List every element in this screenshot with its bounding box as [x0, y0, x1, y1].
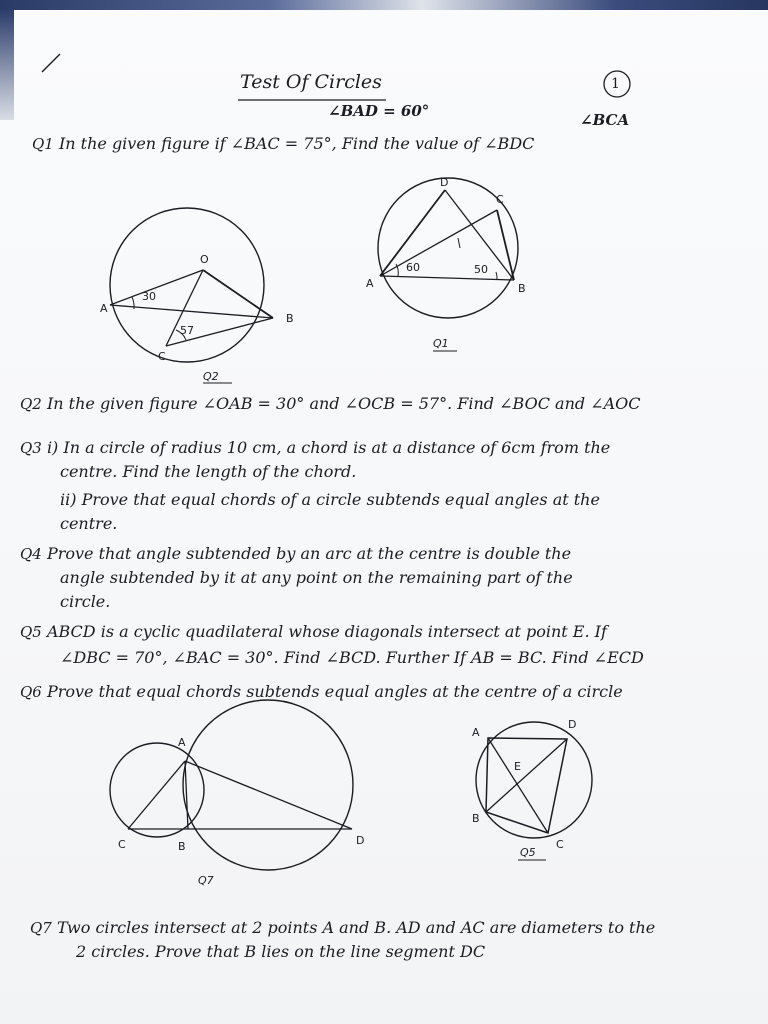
q2-label-b: B: [286, 312, 294, 325]
q7-number: Q7: [30, 919, 52, 937]
q2-caption: Q2: [203, 370, 219, 383]
q3-part1-line2: centre. Find the length of the chord.: [60, 462, 357, 481]
note-angle-bad: ∠BAD = 60°: [328, 102, 430, 120]
question-7: [30, 918, 655, 938]
q5-diagonal-ac: [488, 738, 548, 833]
q3-part1-line1: i) In a circle of radius 10 cm, a chord is at a distance of 6cm from the: [46, 438, 611, 457]
q7-line-ac: [128, 761, 185, 829]
q3-number: Q3: [20, 439, 42, 457]
q1-angle-50: 50: [474, 263, 488, 276]
q7-label-a: A: [178, 736, 186, 749]
q4-line3: circle.: [60, 592, 111, 611]
note-angle-bca: ∠BCA: [580, 111, 630, 129]
q1-line-ab: [380, 276, 514, 280]
question-6: [20, 682, 623, 702]
question-5: [20, 622, 607, 642]
question-2: [20, 394, 641, 414]
q6-number: Q6: [20, 683, 42, 701]
q5-caption: Q5: [520, 846, 536, 859]
q2-circle: [110, 208, 264, 362]
q5-label-b: B: [472, 812, 480, 825]
q3-part2-line2: centre.: [60, 514, 118, 533]
question-3: [20, 438, 610, 458]
q7-label-c: C: [118, 838, 126, 851]
figure-q1: [366, 176, 526, 351]
question-1: [32, 134, 534, 154]
q7-label-d: D: [356, 834, 365, 847]
q1-angle-60: 60: [406, 261, 420, 274]
q5-label-d: D: [568, 718, 577, 731]
q1-label-d: D: [440, 176, 449, 189]
q2-number: Q2: [20, 395, 42, 413]
q7-small-circle: [110, 743, 204, 837]
q2-text: In the given figure ∠OAB = 30° and ∠OCB = 57°. Find ∠BOC and ∠AOC: [46, 394, 641, 413]
q1-label-a: A: [366, 277, 374, 290]
q5-label-c: C: [556, 838, 564, 851]
q4-line1: Prove that angle subtended by an arc at the centre is double the: [46, 544, 572, 563]
q7-line-ab: [185, 761, 188, 829]
q7-line1: Two circles intersect at 2 points A and B. AD and AC are diameters to the: [56, 918, 656, 937]
q7-line2: 2 circles. Prove that B lies on the line segment DC: [76, 942, 486, 961]
q5-number: Q5: [20, 623, 42, 641]
q5-line1: ABCD is a cyclic quadilateral whose diagonals intersect at point E. If: [46, 622, 607, 641]
figure-q7: [110, 700, 364, 887]
q7-caption: Q7: [198, 874, 214, 887]
q5-circle: [476, 722, 592, 838]
q5-label-a: A: [472, 726, 480, 739]
q2-label-a: A: [100, 302, 108, 315]
q4-number: Q4: [20, 545, 42, 563]
q2-angle-30: 30: [142, 290, 156, 303]
q1-label-b: B: [518, 282, 526, 295]
q7-large-circle: [183, 700, 353, 870]
q2-label-c: C: [158, 350, 166, 363]
q5-label-e: E: [514, 760, 521, 773]
figure-q2: [100, 208, 294, 383]
q1-number: Q1: [32, 135, 54, 153]
q1-label-c: C: [496, 193, 504, 206]
q7-line-ad: [185, 761, 352, 829]
q4-line2: angle subtended by it at any point on the remaining part of the: [60, 568, 573, 587]
q5-line2: ∠DBC = 70°, ∠BAC = 30°. Find ∠BCD. Further If AB = BC. Find ∠ECD: [60, 648, 644, 667]
q1-text: In the given figure if ∠BAC = 75°, Find the value of ∠BDC: [58, 134, 535, 153]
q7-label-b: B: [178, 840, 186, 853]
pen-tick-mark: [42, 54, 60, 72]
q2-line-ob: [203, 270, 273, 318]
q3-part2-line1: ii) Prove that equal chords of a circle subtends equal angles at the: [60, 490, 600, 509]
question-4: [20, 544, 571, 564]
q2-angle-57: 57: [180, 324, 194, 337]
q1-caption: Q1: [433, 337, 449, 350]
page-title: Test Of Circles: [240, 71, 382, 93]
page-number: 1: [611, 76, 620, 92]
q5-quadrilateral: [486, 738, 567, 833]
q6-text: Prove that equal chords subtends equal angles at the centre of a circle: [46, 682, 623, 701]
q2-label-o: O: [200, 253, 209, 266]
figure-q5: [472, 718, 592, 860]
